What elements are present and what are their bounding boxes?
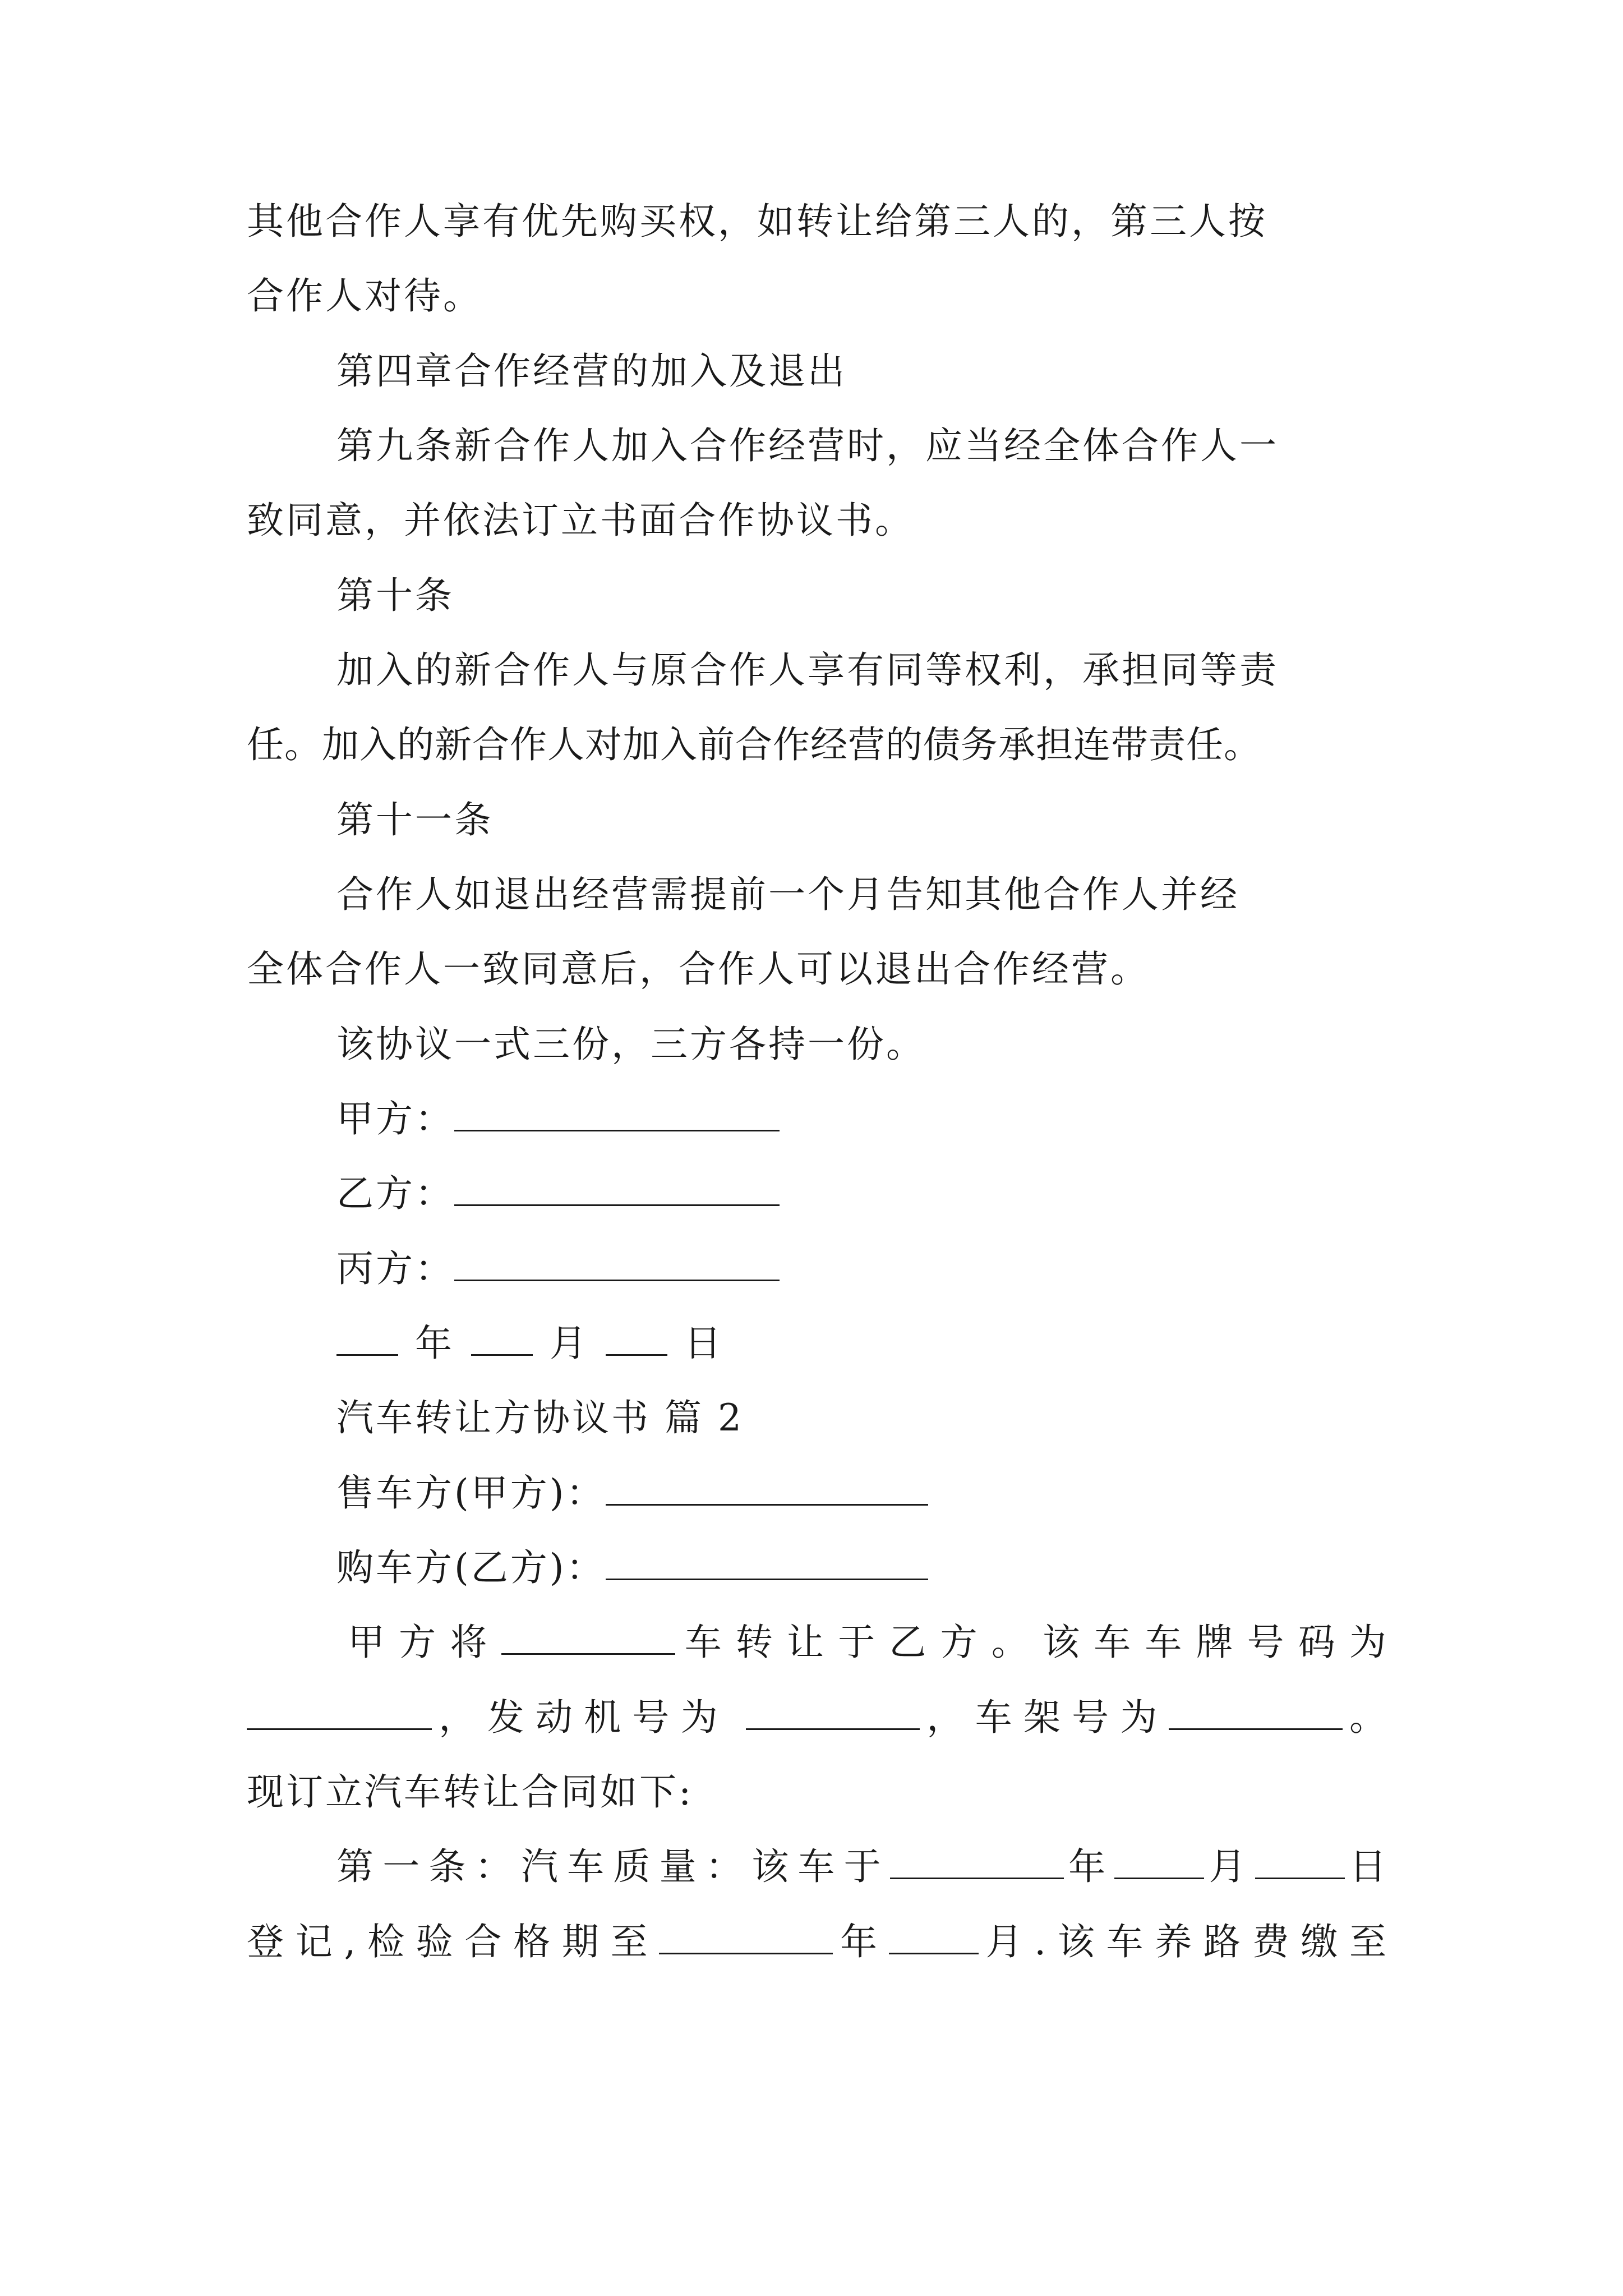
car-model-blank: [501, 1621, 675, 1655]
text-span: ，发动机号为: [432, 1696, 729, 1739]
text-span: 月: [1204, 1845, 1255, 1888]
day-label: 日: [684, 1322, 723, 1365]
register-day-blank: [1255, 1845, 1345, 1879]
article-heading: 第十条: [336, 574, 454, 617]
plate-number-blank: [247, 1696, 432, 1730]
party-c-label: 丙方：: [336, 1247, 454, 1290]
text-span: 车转让于乙方。该车车牌号码为: [675, 1621, 1391, 1664]
paragraph-line: 其他合作人享有优先购买权，如转让给第三人的，第三人按: [247, 200, 1267, 243]
inspection-year-blank: [659, 1920, 833, 1954]
buyer-line: [336, 1540, 1391, 1596]
year-label: 年: [415, 1322, 454, 1365]
paragraph-line: [348, 1614, 1391, 1671]
inspection-month-blank: [889, 1920, 979, 1954]
text-span: 登记,检验合格期至: [247, 1920, 660, 1963]
text-span: 年: [1063, 1845, 1115, 1888]
month-label: 月: [550, 1322, 589, 1365]
party-c-blank: [454, 1247, 780, 1281]
party-a-blank: [454, 1097, 780, 1131]
date-line: [336, 1315, 1391, 1372]
paragraph-line: 合作人对待。: [247, 274, 482, 318]
text-span: 甲方将: [348, 1621, 501, 1664]
seller-label: 售车方(甲方)：: [336, 1471, 606, 1515]
paragraph-line: 合作人如退出经营需提前一个月告知其他合作人并经: [336, 873, 1239, 916]
paragraph-line: 致同意，并依法订立书面合作协议书。: [247, 499, 914, 542]
register-year-blank: [890, 1845, 1064, 1879]
text-span: 年: [833, 1920, 889, 1963]
signature-line-party-c: [336, 1241, 1391, 1297]
party-b-blank: [454, 1172, 780, 1206]
paragraph-line: 加入的新合作人与原合作人享有同等权利，承担同等责: [336, 648, 1279, 692]
paragraph-line: 该协议一式三份，三方各持一份。: [336, 1023, 925, 1066]
text-span: 。: [1342, 1696, 1391, 1739]
party-b-label: 乙方：: [336, 1172, 454, 1215]
register-month-blank: [1114, 1845, 1204, 1879]
text-span: 第一条：汽车质量：该车于: [336, 1845, 890, 1888]
signature-line-party-a: [336, 1091, 1391, 1147]
chapter-heading: 第四章合作经营的加入及退出: [336, 349, 847, 393]
engine-number-blank: [746, 1696, 920, 1730]
clause-line: [247, 1914, 1391, 1970]
month-blank: [471, 1322, 533, 1356]
text-span: 日: [1344, 1845, 1391, 1888]
day-blank: [606, 1322, 667, 1356]
clause-line: [336, 1839, 1391, 1895]
text-span: ，车架号为: [920, 1696, 1169, 1739]
buyer-label: 购车方(乙方)：: [336, 1546, 606, 1589]
seller-blank: [606, 1471, 928, 1506]
paragraph-line: 第九条新合作人加入合作经营时，应当经全体合作人一: [336, 424, 1279, 467]
paragraph-line: 现订立汽车转让合同如下:: [247, 1770, 694, 1814]
year-blank: [336, 1322, 398, 1356]
text-span: 月.该车养路费缴至: [978, 1920, 1391, 1963]
seller-line: [336, 1465, 1391, 1521]
buyer-blank: [606, 1546, 928, 1580]
party-a-label: 甲方：: [336, 1097, 454, 1140]
article-heading: 第十一条: [336, 798, 494, 841]
paragraph-line: [247, 1690, 1391, 1746]
paragraph-line: 全体合作人一致同意后，合作人可以退出合作经营。: [247, 947, 1150, 991]
paragraph-line: 任。加入的新合作人对加入前合作经营的债务承担连带责任。: [247, 723, 1261, 766]
signature-line-party-b: [336, 1166, 1391, 1222]
vin-blank: [1169, 1696, 1343, 1730]
section-title: 汽车转让方协议书 篇 2: [336, 1396, 744, 1439]
